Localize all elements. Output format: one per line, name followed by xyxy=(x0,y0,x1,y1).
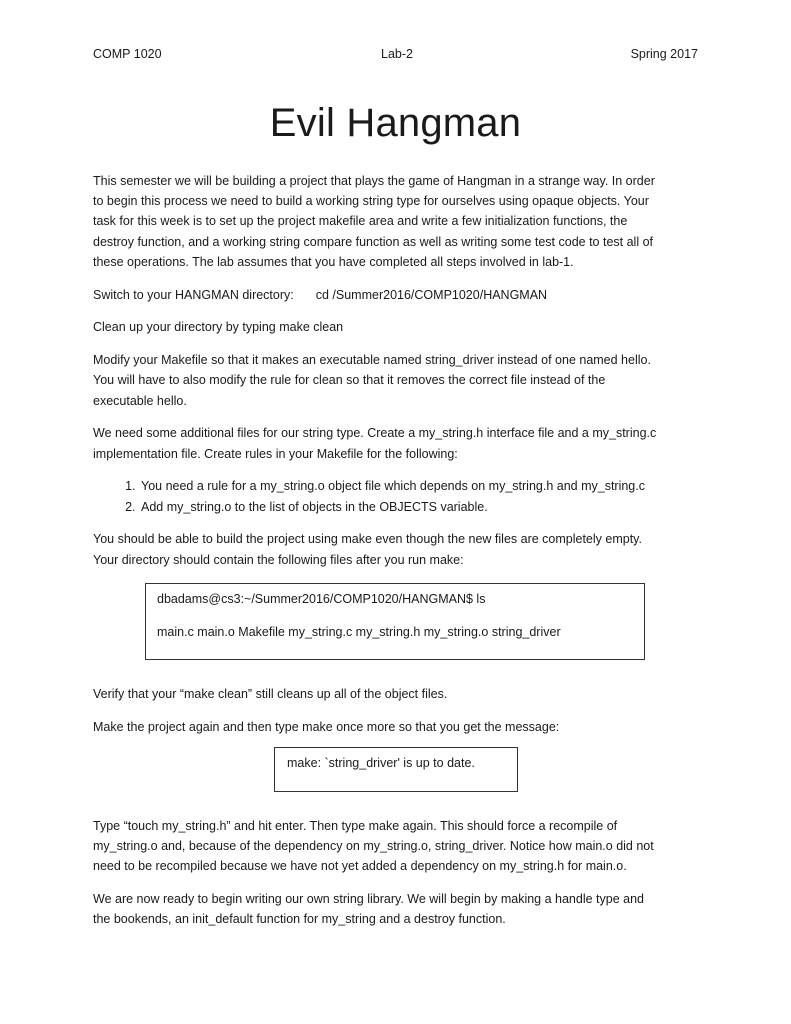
touch-paragraph xyxy=(93,816,701,877)
header-course: COMP 1020 xyxy=(93,47,162,61)
ready-line-1: We are now ready to begin writing our own string library. We will begin by making a handle type and xyxy=(93,892,644,907)
touch-line-1: Type “touch my_string.h” and hit enter. Then type make again. This should force a recompile of xyxy=(93,818,618,833)
build-line-1: You should be able to build the project using make even though the new files are completely empty. xyxy=(93,532,642,547)
terminal-file-listing: main.c main.o Makefile my_string.c my_string.h my_string.o string_driver xyxy=(157,624,561,639)
document-body xyxy=(93,171,701,942)
touch-line-3: need to be recompiled because we have not yet added a dependency on my_string.h for main.o. xyxy=(93,859,627,874)
list-item: 1. You need a rule for a my_string.o object file which depends on my_string.h and my_string.c xyxy=(139,476,701,496)
touch-line-2: my_string.o and, because of the dependency on my_string.o, string_driver. Notice how main.o did not xyxy=(93,839,654,854)
files-paragraph xyxy=(93,423,701,463)
intro-line-4: destroy function, and a working string compare function as well as writing some test code to test all of xyxy=(93,234,653,249)
intro-paragraph xyxy=(93,171,701,272)
intro-line-2: to begin this process we need to build a working string type for ourselves using opaque objects. Your xyxy=(93,194,649,209)
intro-line-1: This semester we will be building a project that plays the game of Hangman in a strange way. In order xyxy=(93,174,655,188)
intro-line-5: these operations. The lab assumes that you have completed all steps involved in lab-1. xyxy=(93,254,574,269)
list-item: 2. Add my_string.o to the list of objects in the OBJECTS variable. xyxy=(139,497,701,517)
make-message: make: `string_driver' is up to date. xyxy=(287,755,475,770)
ready-paragraph xyxy=(93,889,701,929)
header-term: Spring 2017 xyxy=(630,47,698,61)
terminal-prompt: dbadams@cs3:~/Summer2016/COMP1020/HANGMAN$ ls xyxy=(157,591,486,606)
make-again-paragraph: Make the project again and then type make once more so that you get the message: xyxy=(93,719,560,734)
page-header xyxy=(93,47,698,65)
make-message-box xyxy=(274,747,518,792)
header-lab: Lab-2 xyxy=(381,47,413,61)
files-line-1: We need some additional files for our string type. Create a my_string.h interface file and a my_string.c xyxy=(93,426,657,441)
switch-directory-paragraph xyxy=(93,285,701,305)
clean-paragraph: Clean up your directory by typing make clean xyxy=(93,320,344,335)
verify-paragraph: Verify that your “make clean” still cleans up all of the object files. xyxy=(93,686,448,701)
makefile-paragraph xyxy=(93,350,701,411)
terminal-output-box xyxy=(145,583,645,660)
build-paragraph xyxy=(93,529,701,569)
makefile-line-3: executable hello. xyxy=(93,393,187,408)
build-line-2: Your directory should contain the following files after you run make: xyxy=(93,552,464,567)
switch-directory-label: Switch to your HANGMAN directory: xyxy=(93,287,294,302)
makefile-line-2: You will have to also modify the rule for clean so that it removes the correct file instead of the xyxy=(93,373,606,388)
switch-directory-command: cd /Summer2016/COMP1020/HANGMAN xyxy=(315,287,548,302)
intro-line-3: task for this week is to set up the project makefile area and write a few initialization functions, the xyxy=(93,214,628,229)
files-line-2: implementation file. Create rules in your Makefile for the following: xyxy=(93,446,458,461)
ready-line-2: the bookends, an init_default function for my_string and a destroy function. xyxy=(93,912,506,927)
steps-list xyxy=(93,476,701,516)
document-title: Evil Hangman xyxy=(269,101,522,145)
makefile-line-1: Modify your Makefile so that it makes an executable named string_driver instead of one named hello. xyxy=(93,353,651,368)
